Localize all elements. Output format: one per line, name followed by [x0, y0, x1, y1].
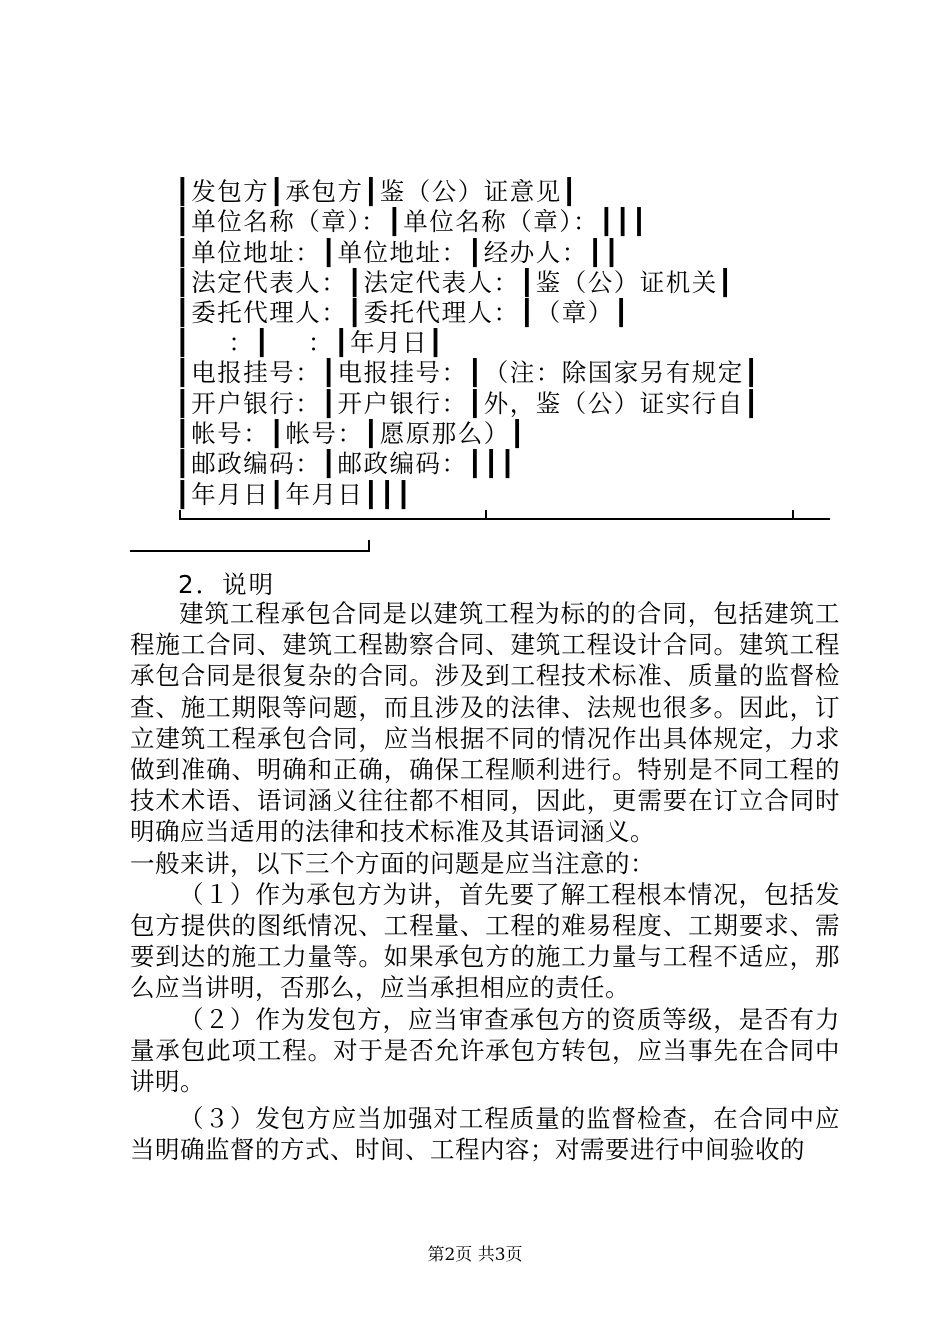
table-cell: 帐号：	[191, 419, 270, 448]
table-border: ┃	[587, 238, 605, 267]
table-cell: 单位地址：	[337, 238, 468, 267]
table-cell: 法定代表人：	[363, 268, 520, 297]
body-paragraph: 建筑工程承包合同是以建筑工程为标的的合同，包括建筑工程施工合同、建筑工程勘察合同、建筑工程设计合同。建筑工程承包合同是很复杂的合同。涉及到工程技术标准、质量的监督检查、施工期限等问题，而且涉及的法律、法规也很多。因此，订立建筑工程承包合同，应当根据不同的情况作出具体规定，力求做到准确、明确和正确，确保工程顺利进行。特别是不同工程的技术术语、语词涵义往往都不相同，因此，更需要在订立合同时明确应当适用的法律和技术标准及其语词涵义。	[130, 599, 840, 847]
table-border: ┃	[717, 268, 735, 297]
table-border: ┃	[615, 207, 632, 236]
table-border: ┃	[467, 449, 484, 478]
table-cell: 鉴（公）证意见	[379, 177, 562, 206]
table-border: ┃	[519, 298, 536, 327]
table-row	[175, 389, 760, 419]
table-border: ┃	[175, 389, 192, 418]
table-cell: 邮政编码：	[191, 449, 322, 478]
table-border: ┃	[175, 177, 192, 206]
table-row	[175, 298, 630, 328]
table-end-tick	[368, 540, 370, 552]
table-bottom-rule-continued	[130, 550, 370, 552]
table-cell: （章）	[535, 298, 614, 327]
table-border: ┃	[467, 358, 484, 387]
body-paragraph: （１）作为承包方为讲，首先要了解工程根本情况，包括发包方提供的图纸情况、工程量、工程的难易程度、工期要求、需要到达的施工力量等。如果承包方的施工力量与工程不适应，那么应当讲明，否那么，应当承担相应的责任。	[130, 879, 840, 1003]
table-border: ┃	[467, 238, 484, 267]
table-row	[175, 358, 760, 388]
table-border: ┃	[428, 328, 445, 357]
table-cell: ：	[270, 328, 334, 357]
table-cell: 邮政编码：	[337, 449, 468, 478]
table-border: ┃	[269, 177, 286, 206]
table-border: ┃	[509, 419, 527, 448]
table-border: ┃	[175, 358, 192, 387]
table-border: ┃	[613, 298, 631, 327]
table-cell: 单位名称（章）：	[403, 207, 600, 236]
table-cell: 单位地址：	[191, 238, 322, 267]
table-border: ┃	[175, 419, 192, 448]
table-cell: （注：除国家另有规定	[483, 358, 744, 387]
table-cell: 委托代理人：	[191, 298, 348, 327]
table-border: ┃	[321, 449, 338, 478]
table-border: ┃	[347, 268, 364, 297]
table-border: ┃	[321, 238, 338, 267]
table-border: ┃	[175, 207, 192, 236]
table-border: ┃	[269, 480, 286, 509]
table-cell: 鉴（公）证机关	[535, 268, 718, 297]
table-row	[175, 449, 516, 479]
section-heading: 2．说明	[178, 570, 276, 599]
table-row	[175, 419, 526, 449]
table-border: ┃	[175, 238, 192, 267]
table-border: ┃	[254, 328, 271, 357]
table-border: ┃	[269, 419, 286, 448]
table-cell: 外，鉴（公）证实行自	[483, 389, 744, 418]
table-row	[175, 207, 648, 237]
table-border: ┃	[743, 389, 761, 418]
table-border: ┃	[396, 480, 413, 509]
table-cell: 法定代表人：	[191, 268, 348, 297]
table-cell: 帐号：	[285, 419, 364, 448]
table-cell: 年月日	[285, 480, 364, 509]
table-cell: 愿原那么）	[379, 419, 510, 448]
table-border: ┃	[743, 358, 761, 387]
table-corner-tick	[179, 510, 181, 520]
table-cell: ：	[191, 328, 255, 357]
table-cell: 委托代理人：	[363, 298, 520, 327]
table-border: ┃	[631, 207, 648, 236]
table-cell: 开户银行：	[191, 389, 322, 418]
table-border: ┃	[175, 480, 192, 509]
table-border: ┃	[387, 207, 404, 236]
table-border: ┃	[363, 480, 380, 509]
table-divider-tick	[792, 510, 794, 520]
table-border: ┃	[363, 177, 380, 206]
table-border: ┃	[519, 268, 536, 297]
table-border: ┃	[561, 177, 579, 206]
table-cell: 电报挂号：	[337, 358, 468, 387]
section-body	[130, 598, 840, 1166]
table-cell: 开户银行：	[337, 389, 468, 418]
table-cell: 承包方	[285, 177, 364, 206]
table-row	[175, 328, 444, 358]
table-border: ┃	[604, 238, 621, 267]
table-cell: 单位名称（章）：	[191, 207, 388, 236]
table-bottom-rule	[180, 518, 830, 520]
table-border: ┃	[467, 389, 484, 418]
body-paragraph: （３）发包方应当加强对工程质量的监督检查，在合同中应当明确监督的方式、时间、工程内容；对需要进行中间验收的	[130, 1104, 840, 1165]
table-border: ┃	[321, 389, 338, 418]
table-border: ┃	[599, 207, 616, 236]
table-border: ┃	[175, 268, 192, 297]
table-row	[175, 268, 734, 298]
body-paragraph: 一般来讲，以下三个方面的问题是应当注意的：	[130, 848, 655, 878]
table-row	[175, 238, 620, 268]
table-cell: 发包方	[191, 177, 270, 206]
table-row	[175, 480, 412, 510]
table-border: ┃	[333, 328, 351, 357]
table-border: ┃	[347, 298, 364, 327]
table-divider-tick	[485, 510, 487, 520]
table-border: ┃	[175, 298, 192, 327]
table-border: ┃	[483, 449, 501, 478]
table-cell: 电报挂号：	[191, 358, 322, 387]
table-border: ┃	[175, 449, 192, 478]
page-footer: 第2页 共3页	[427, 1245, 523, 1265]
table-border: ┃	[379, 480, 397, 509]
table-border: ┃	[363, 419, 380, 448]
table-cell: 经办人：	[483, 238, 588, 267]
table-row	[175, 177, 578, 207]
table-border: ┃	[321, 358, 338, 387]
table-border: ┃	[500, 449, 517, 478]
table-cell: 年月日	[191, 480, 270, 509]
body-paragraph: （２）作为发包方，应当审查承包方的资质等级，是否有力量承包此项工程。对于是否允许承包方转包，应当事先在合同中讲明。	[130, 1004, 840, 1097]
table-border: ┃	[175, 328, 192, 357]
table-cell: 年月日	[350, 328, 429, 357]
